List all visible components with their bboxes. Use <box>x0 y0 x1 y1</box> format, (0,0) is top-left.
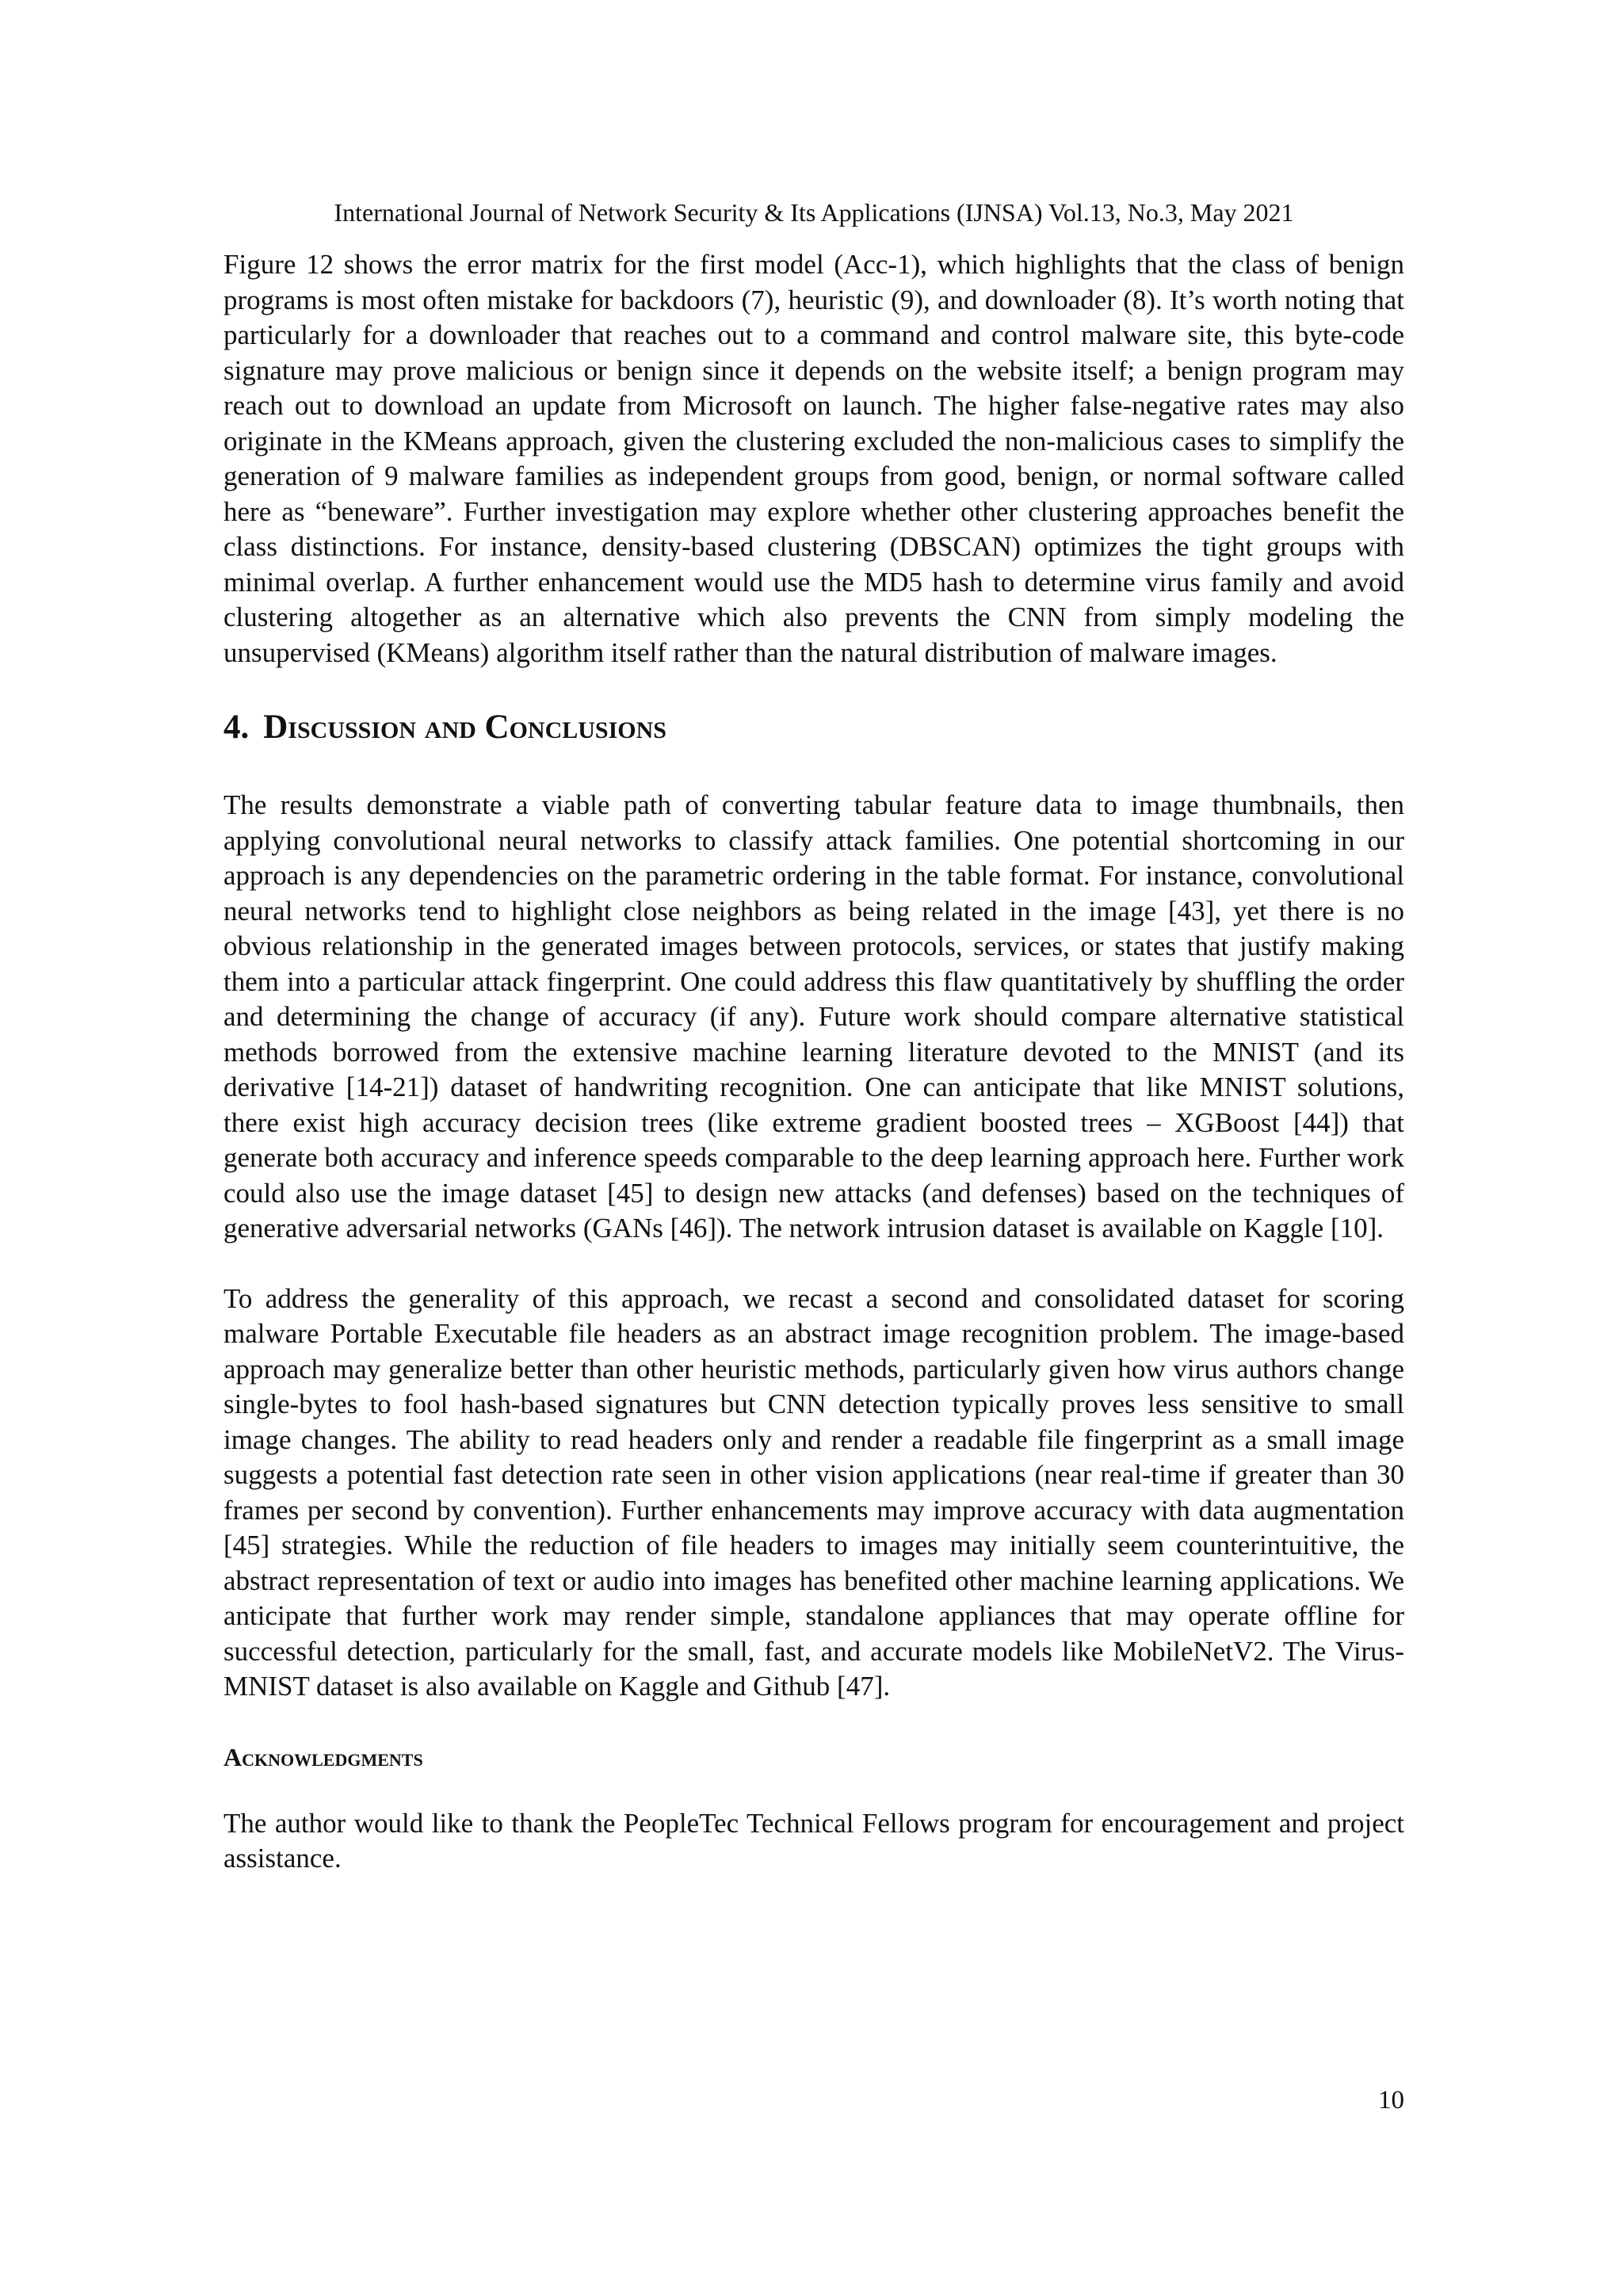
section-heading-discussion <box>223 705 1404 750</box>
section-title: Discussion and Conclusions <box>263 709 666 746</box>
acknowledgments-spacer <box>223 1775 1404 1806</box>
acknowledgments-text: The author would like to thank the PeopleTec Technical Fellows program for encouragement and project assistance. <box>223 1807 1404 1874</box>
intro-paragraph: Figure 12 shows the error matrix for the first model (Acc-1), which highlights that the class of benign programs is most often mistake for backdoors (7), heuristic (9), and downloader (8). It’s worth noting that particularly for a downloader that reaches out to a command and control malware site, this byte-code signature may prove malicious or benign since it depends on the website itself; a benign program may reach out to download an update from Microsoft on launch. The higher false-negative rates may also originate in the KMeans approach, given the clustering excluded the non-malicious cases to simplify the generation of 9 malware families as independent groups from good, benign, or normal software called here as “beneware”. Further investigation may explore whether other clustering approaches benefit the class distinctions. For instance, density-based clustering (DBSCAN) optimizes the tight groups with minimal overlap. A further enhancement would use the MD5 hash to determine virus family and avoid clustering altogether as an alternative which also prevents the CNN from simply modeling the unsupervised (KMeans) algorithm itself rather than the natural distribution of malware images. <box>223 249 1404 668</box>
acknowledgments-heading: Acknowledgments <box>223 1742 423 1771</box>
page-content <box>223 247 1404 1877</box>
page-number: 10 <box>1378 2086 1404 2115</box>
paragraph-spacer <box>223 1247 1404 1282</box>
section-number: 4. <box>223 709 250 746</box>
running-header: International Journal of Network Security & Its Applications (IJNSA) Vol.13, No.3, May 2021 <box>334 198 1294 227</box>
discussion-paragraph-1: The results demonstrate a viable path of converting tabular feature data to image thumbnails, then applying convolutional neural networks to classify attack families. One potential shortcoming in our approach is any dependencies on the parametric ordering in the table format. For instance, convolutional neural networks tend to highlight close neighbors as being related in the image [43], yet there is no obvious relationship in the generated images between protocols, services, or states that justify making them into a particular attack fingerprint. One could address this flaw quantitatively by shuffling the order and determining the change of accuracy (if any). Future work should compare alternative statistical methods borrowed from the extensive machine learning literature devoted to the MNIST (and its derivative [14-21]) dataset of handwriting recognition. One can anticipate that like MNIST solutions, there exist high accuracy decision trees (like extreme gradient boosted trees – XGBoost [44]) that generate both accuracy and inference speeds comparable to the deep learning approach here. Further work could also use the image dataset [45] to design new attacks (and defenses) based on the techniques of generative adversarial networks (GANs [46]). The network intrusion dataset is available on Kaggle [10]. <box>223 789 1404 1244</box>
heading-spacer <box>223 750 1404 788</box>
discussion-paragraph-2: To address the generality of this approach, we recast a second and consolidated dataset for scoring malware Portable Executable file headers as an abstract image recognition problem. The image-based approach may generalize better than other heuristic methods, particularly given how virus authors change single-bytes to fool hash-based signatures but CNN detection typically proves less sensitive to small image changes. The ability to read headers only and render a readable file fingerprint as a small image suggests a potential fast detection rate seen in other vision applications (near real-time if greater than 30 frames per second by convention). Further enhancements may improve accuracy with data augmentation [45] strategies. While the reduction of file headers to images may initially seem counterintuitive, the abstract representation of text or audio into images has benefited other machine learning applications. We anticipate that further work may render simple, standalone appliances that may operate offline for successful detection, particularly for the small, fast, and accurate models like MobileNetV2. The Virus-MNIST dataset is also available on Kaggle and Github [47]. <box>223 1282 1404 1702</box>
